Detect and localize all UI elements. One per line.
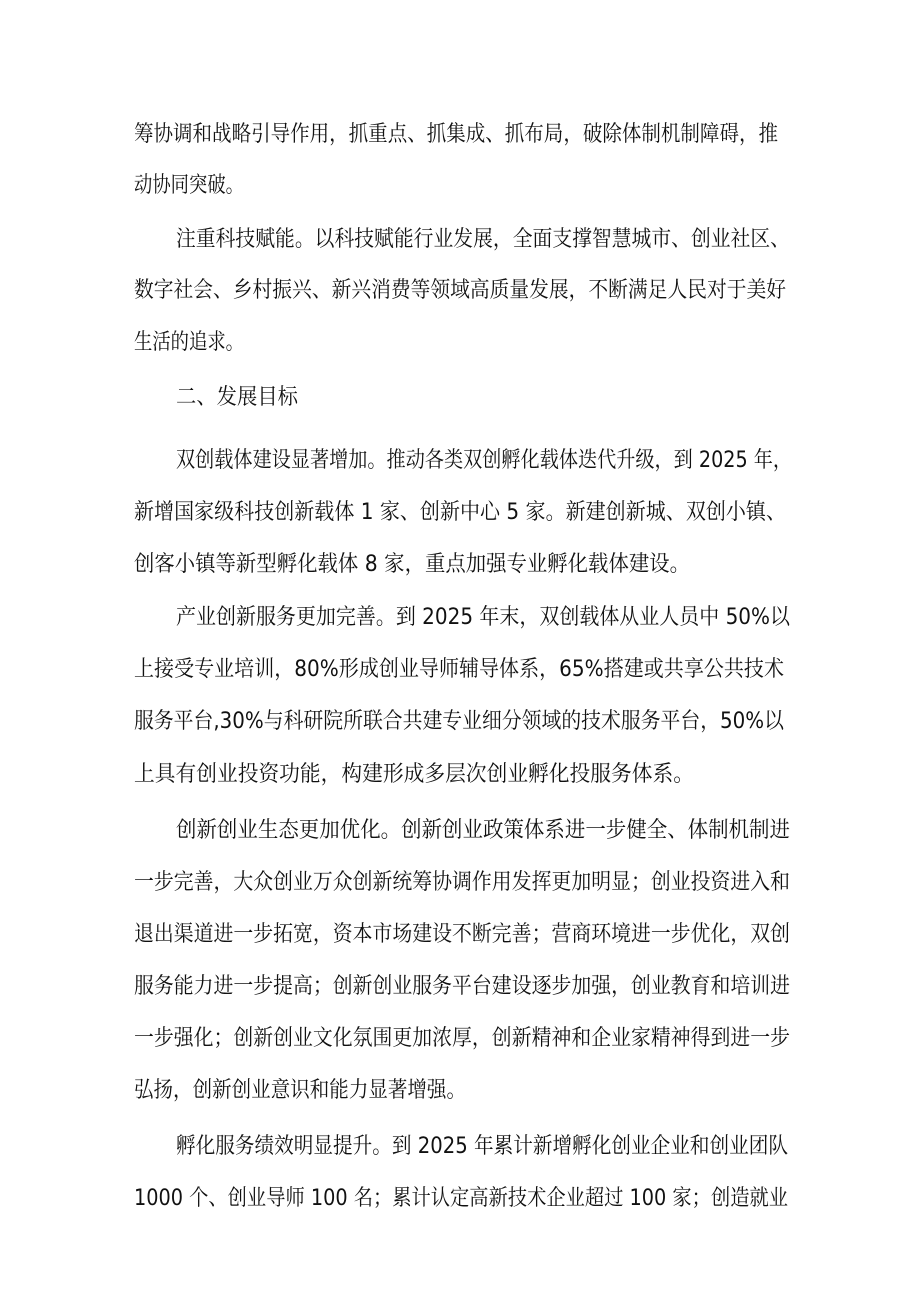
line-text: 双创载体建设显著增加。推动各类双创孵化载体迭代升级，到 2025 年， xyxy=(176,448,792,473)
section-heading xyxy=(0,378,920,418)
text-line xyxy=(0,1071,920,1111)
line-text: 创新创业生态更加优化。创新创业政策体系进一步健全、体制机制进 xyxy=(176,818,790,843)
text-line xyxy=(0,811,920,851)
line-text: 生活的追求。 xyxy=(134,330,244,355)
line-text: 退出渠道进一步拓宽，资本市场建设不断完善；营商环境进一步优化，双创 xyxy=(134,922,790,947)
line-text: 1000 个、创业导师 100 名；累计认定高新技术企业超过 100 家；创造就业 xyxy=(134,1186,788,1211)
text-line xyxy=(0,1127,920,1167)
line-text: 弘扬，创新创业意识和能力显著增强。 xyxy=(134,1078,466,1103)
text-line xyxy=(0,493,920,533)
line-text: 一步强化；创新创业文化氛围更加浓厚，创新精神和企业家精神得到进一步 xyxy=(134,1026,790,1051)
line-text: 动协同突破。 xyxy=(134,173,244,198)
text-line xyxy=(0,598,920,638)
line-text: 数字社会、乡村振兴、新兴消费等领域高质量发展，不断满足人民对于美好 xyxy=(134,278,786,303)
line-text: 筹协调和战略引导作用，抓重点、抓集成、抓布局，破除体制机制障碍，推 xyxy=(134,122,778,147)
text-line xyxy=(0,1019,920,1059)
text-line xyxy=(0,755,920,795)
text-line xyxy=(0,702,920,742)
text-line xyxy=(0,166,920,206)
line-text: 新增国家级科技创新载体 1 家、创新中心 5 家。新建创新城、双创小镇、 xyxy=(134,500,786,525)
text-line xyxy=(0,271,920,311)
line-text: 一步完善，大众创业万众创新统筹协调作用发挥更加明显；创业投资进入和 xyxy=(134,870,790,895)
line-text: 创客小镇等新型孵化载体 8 家，重点加强专业孵化载体建设。 xyxy=(134,552,690,577)
line-text: 服务能力进一步提高；创新创业服务平台建设逐步加强，创业教育和培训进 xyxy=(134,974,790,999)
text-line xyxy=(0,441,920,481)
text-line xyxy=(0,115,920,155)
line-text: 注重科技赋能。以科技赋能行业发展，全面支撑智慧城市、创业社区、 xyxy=(176,227,790,252)
line-text: 服务平台,30%与科研院所联合共建专业细分领域的技术服务平台，50%以 xyxy=(134,709,784,734)
text-line xyxy=(0,650,920,690)
line-text: 上接受专业培训，80%形成创业导师辅导体系，65%搭建或共享公共技术 xyxy=(134,657,784,682)
line-text: 孵化服务绩效明显提升。到 2025 年累计新增孵化创业企业和创业团队 xyxy=(176,1134,788,1159)
text-line xyxy=(0,545,920,585)
text-line xyxy=(0,323,920,363)
text-line xyxy=(0,915,920,955)
line-text: 二、发展目标 xyxy=(176,385,298,410)
line-text: 产业创新服务更加完善。到 2025 年末，双创载体从业人员中 50%以 xyxy=(176,605,790,630)
line-text: 上具有创业投资功能，构建形成多层次创业孵化投服务体系。 xyxy=(134,762,694,787)
text-line xyxy=(0,1179,920,1219)
text-line xyxy=(0,967,920,1007)
text-line xyxy=(0,220,920,260)
text-line xyxy=(0,863,920,903)
